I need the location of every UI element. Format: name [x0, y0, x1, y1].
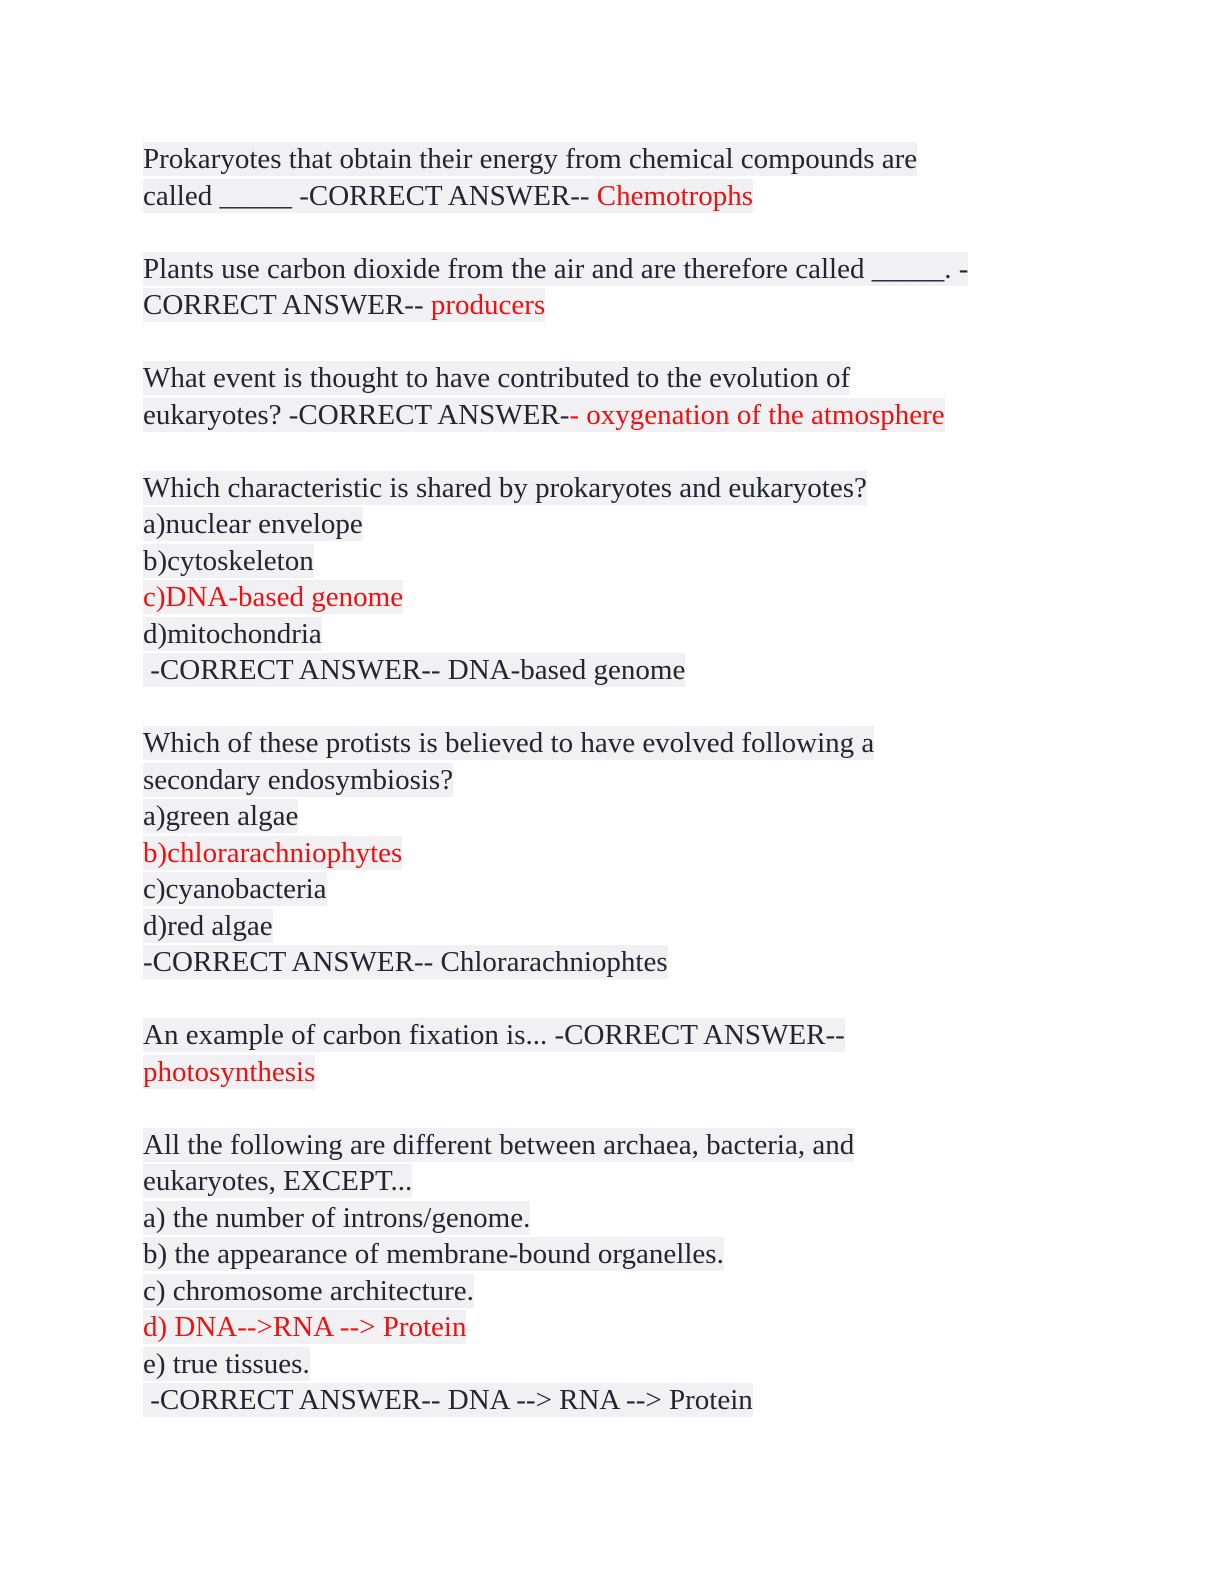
question-6-answer: photosynthesis: [143, 1055, 316, 1088]
question-2-answer: producers: [430, 289, 546, 321]
question-4-option-c: c)DNA-based genome: [143, 581, 404, 613]
question-5-option-d: d)red algae: [143, 909, 273, 942]
question-7-option-e: e) true tissues.: [143, 1347, 310, 1380]
question-4-option-a: a)nuclear envelope: [143, 508, 363, 540]
question-2-line-1: Plants use carbon dioxide from the air and are therefore called _____. -: [143, 252, 969, 285]
question-6-line-1: An example of carbon fixation is... -CORRECT ANSWER--: [143, 1019, 845, 1051]
question-1-line-1: Prokaryotes that obtain their energy from chemical compounds are: [143, 143, 918, 175]
question-5-option-c: c)cyanobacteria: [143, 873, 327, 905]
question-5-answer: -CORRECT ANSWER-- Chlorarachniophtes: [143, 946, 668, 978]
question-3-answer: - oxygenation of the atmosphere: [569, 398, 945, 431]
question-7-line-2: eukaryotes, EXCEPT...: [143, 1165, 413, 1197]
question-3-text: eukaryotes? -CORRECT ANSWER-: [143, 398, 570, 431]
question-5-option-b: b)chlorarachniophytes: [143, 836, 403, 869]
question-3-line-2: [143, 397, 1063, 434]
question-1-text: called _____ -CORRECT ANSWER--: [143, 179, 597, 212]
question-7-line-1: All the following are different between archaea, bacteria, and: [143, 1128, 855, 1161]
question-7-option-a: a) the number of introns/genome.: [143, 1201, 531, 1234]
question-5-line-2: secondary endosymbiosis?: [143, 763, 454, 796]
question-4-option-b: b)cytoskeleton: [143, 544, 314, 577]
question-4-option-d: d)mitochondria: [143, 617, 322, 650]
document-page: [143, 141, 1063, 1419]
question-5-line-1: Which of these protists is believed to have evolved following a: [143, 727, 875, 759]
question-7-option-c: c) chromosome architecture.: [143, 1274, 474, 1307]
question-3-line-1: What event is thought to have contributed to the evolution of: [143, 362, 851, 394]
question-7-answer: -CORRECT ANSWER-- DNA --> RNA --> Protein: [143, 1384, 753, 1416]
question-7-option-b: b) the appearance of membrane-bound organelles.: [143, 1238, 724, 1270]
question-1-answer: Chemotrophs: [596, 179, 754, 212]
question-2-line-2: [143, 287, 1063, 324]
question-4-answer: -CORRECT ANSWER-- DNA-based genome: [143, 654, 686, 686]
question-7-option-d: d) DNA-->RNA --> Protein: [143, 1311, 467, 1343]
question-1-line-2: [143, 178, 1063, 215]
question-4-line-1: Which characteristic is shared by prokaryotes and eukaryotes?: [143, 471, 867, 504]
question-5-option-a: a)green algae: [143, 800, 299, 832]
question-2-text: CORRECT ANSWER--: [143, 289, 431, 321]
